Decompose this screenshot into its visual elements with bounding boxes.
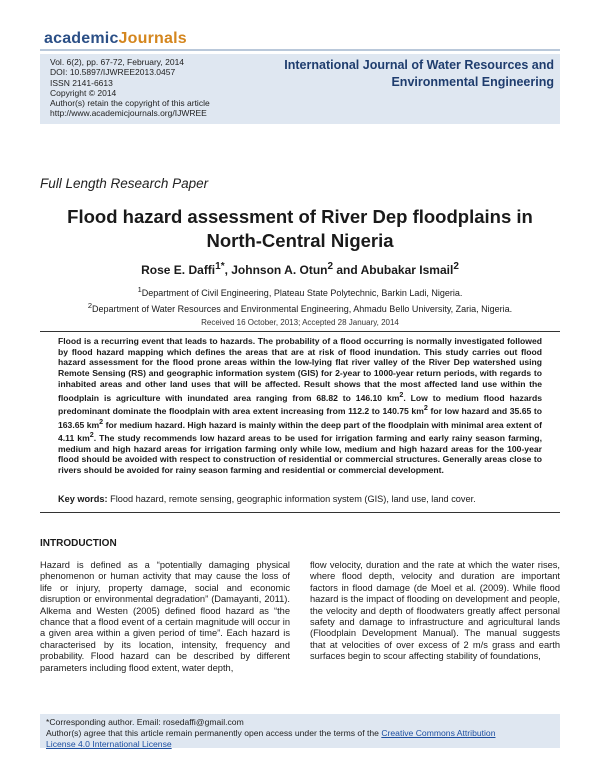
title-line1: Flood hazard assessment of River Dep floodplains in (67, 206, 533, 227)
logo-academic: academic (44, 30, 119, 47)
license-link[interactable]: Creative Commons Attribution (381, 727, 496, 738)
abstract-top-rule (40, 331, 560, 332)
paper-type: Full Length Research Paper (40, 176, 209, 191)
journal-name-box (278, 54, 560, 124)
keywords-text: Flood hazard, remote sensing, geographic information system (GIS), land use, land cover. (107, 494, 476, 504)
body-column-left: Hazard is defined as a “potentially damaging physical phenomenon or human activity that may cause the loss of life or injury, property damage, social and economic disruption or environmental degradation” (Damayanti, 2011). Alkema and Westen (2005) defined flood hazard as “the chance that a flood event of a certain magnitude will occur in a given area within a given period of time”. Each hazard is characterised by its location, intensity, frequency and probability. Flood hazard can be described by different parameters including flood extent, water depth, (40, 560, 290, 673)
meta-issn: ISSN 2141-6613 (50, 77, 113, 88)
license-link-continued[interactable]: License 4.0 International License (46, 738, 172, 749)
article-meta-box (40, 54, 278, 124)
keywords (58, 494, 542, 504)
corresponding-footnote (40, 714, 560, 748)
author-name: Rose E. Daffi (141, 263, 216, 277)
affiliation-1: $^1$Department of Civil Engineering, Plateau State Polytechnic, Barkin Ladi, Nigeria. (137, 285, 463, 298)
publisher-logo (44, 30, 187, 48)
affiliation-2: $^2$Department of Water Resources and Environmental Engineering, Ahmadu Bello University, Zaria, Nigeria. (87, 300, 513, 314)
logo-journals: Journals (118, 30, 187, 47)
author-sup: 1* (215, 261, 225, 272)
abstract: Flood is a recurring event that leads to hazards. The probability of a flood occurring is normally investigated followed by flood hazard mapping which defines the areas that are at risk of flood inundation. This study carries out flood hazard assessment for the flood prone areas within the low-lying flat river valley of the River Dep watershed using Remote Sensing (RS) and geographic information system (GIS) for 2-year to 1000-year return periods, with regards to inhabited areas and other land uses that will be affected. Result shows that the most affected land use within the floodplain is agriculture with inundated area ranging from 68.82 to 146.10 $km^2$. Low to medium flood hazards predominant dominate the floodplain with area extent increasing from 112.2 to 140.75 $km^2$ for low hazard and 35.65 to 163.65 $km^2$ for medium hazard. High hazard is mainly within the deep part of the floodplain with minimal area extent of 4.11 $km^2$. The study recommends low hazard areas to be used for irrigation farming and early rainy season farming, medium and high hazard areas for irrigation farming only while low, medium and high hazard areas for the 100-year flood should be avoided with respect to construction of residential or commercial structures. Generally areas close to rivers should be avoided for rainy season farming and residential or commercial development. (58, 336, 543, 476)
title-line2: North-Central Nigeria (206, 230, 394, 251)
section-heading-introduction: INTRODUCTION (40, 538, 117, 549)
affiliations (40, 284, 560, 315)
meta-volume: Vol. 6(2), pp. 67-72, February, 2014 (50, 57, 185, 67)
author-sup: 2 (453, 261, 459, 272)
license-statement: Author(s) agree that this article remain permanently open access under the terms of the Creative Commons Attribution (46, 727, 496, 738)
meta-rights: Author(s) retain the copyright of this article (50, 98, 210, 109)
received-dates: Received 16 October, 2013; Accepted 28 January, 2014 (201, 318, 399, 327)
header-rule (40, 49, 560, 51)
journal-name-line1: International Journal of Water Resources and (284, 58, 554, 72)
corresponding-author: *Corresponding author. Email: rosedaffi@gmail.com (46, 717, 244, 727)
abstract-bottom-rule (40, 512, 560, 513)
meta-url[interactable]: http://www.academicjournals.org/IJWREE (50, 108, 207, 119)
author-name: , Johnson A. Otun (224, 263, 328, 277)
author-name: and Abubakar Ismail (333, 263, 454, 277)
journal-name-line2: Environmental Engineering (391, 75, 554, 89)
keywords-label: Key words: (58, 494, 108, 504)
author-list (40, 261, 560, 277)
body-column-right: flow velocity, duration and the rate at which the water rises, where flood depth, velocity and duration are important factors in flood damage (de Moel et al. (2009). While flood hazard is the impact of flooding on development and people, the velocity and depth of floodwaters greatly affect personal safety and damage to infrastructure and agricultural lands (Floodplain Development Manual). The manual suggests that at velocities of over excess of 2 m/s grass and earth surfaces begin to scour affecting stability of foundations, (310, 560, 560, 662)
meta-copyright: Copyright © 2014 (50, 87, 117, 98)
author-sup: 2 (327, 261, 334, 272)
meta-doi: DOI: 10.5897/IJWREE2013.0457 (50, 67, 176, 78)
paper-title (40, 205, 560, 253)
